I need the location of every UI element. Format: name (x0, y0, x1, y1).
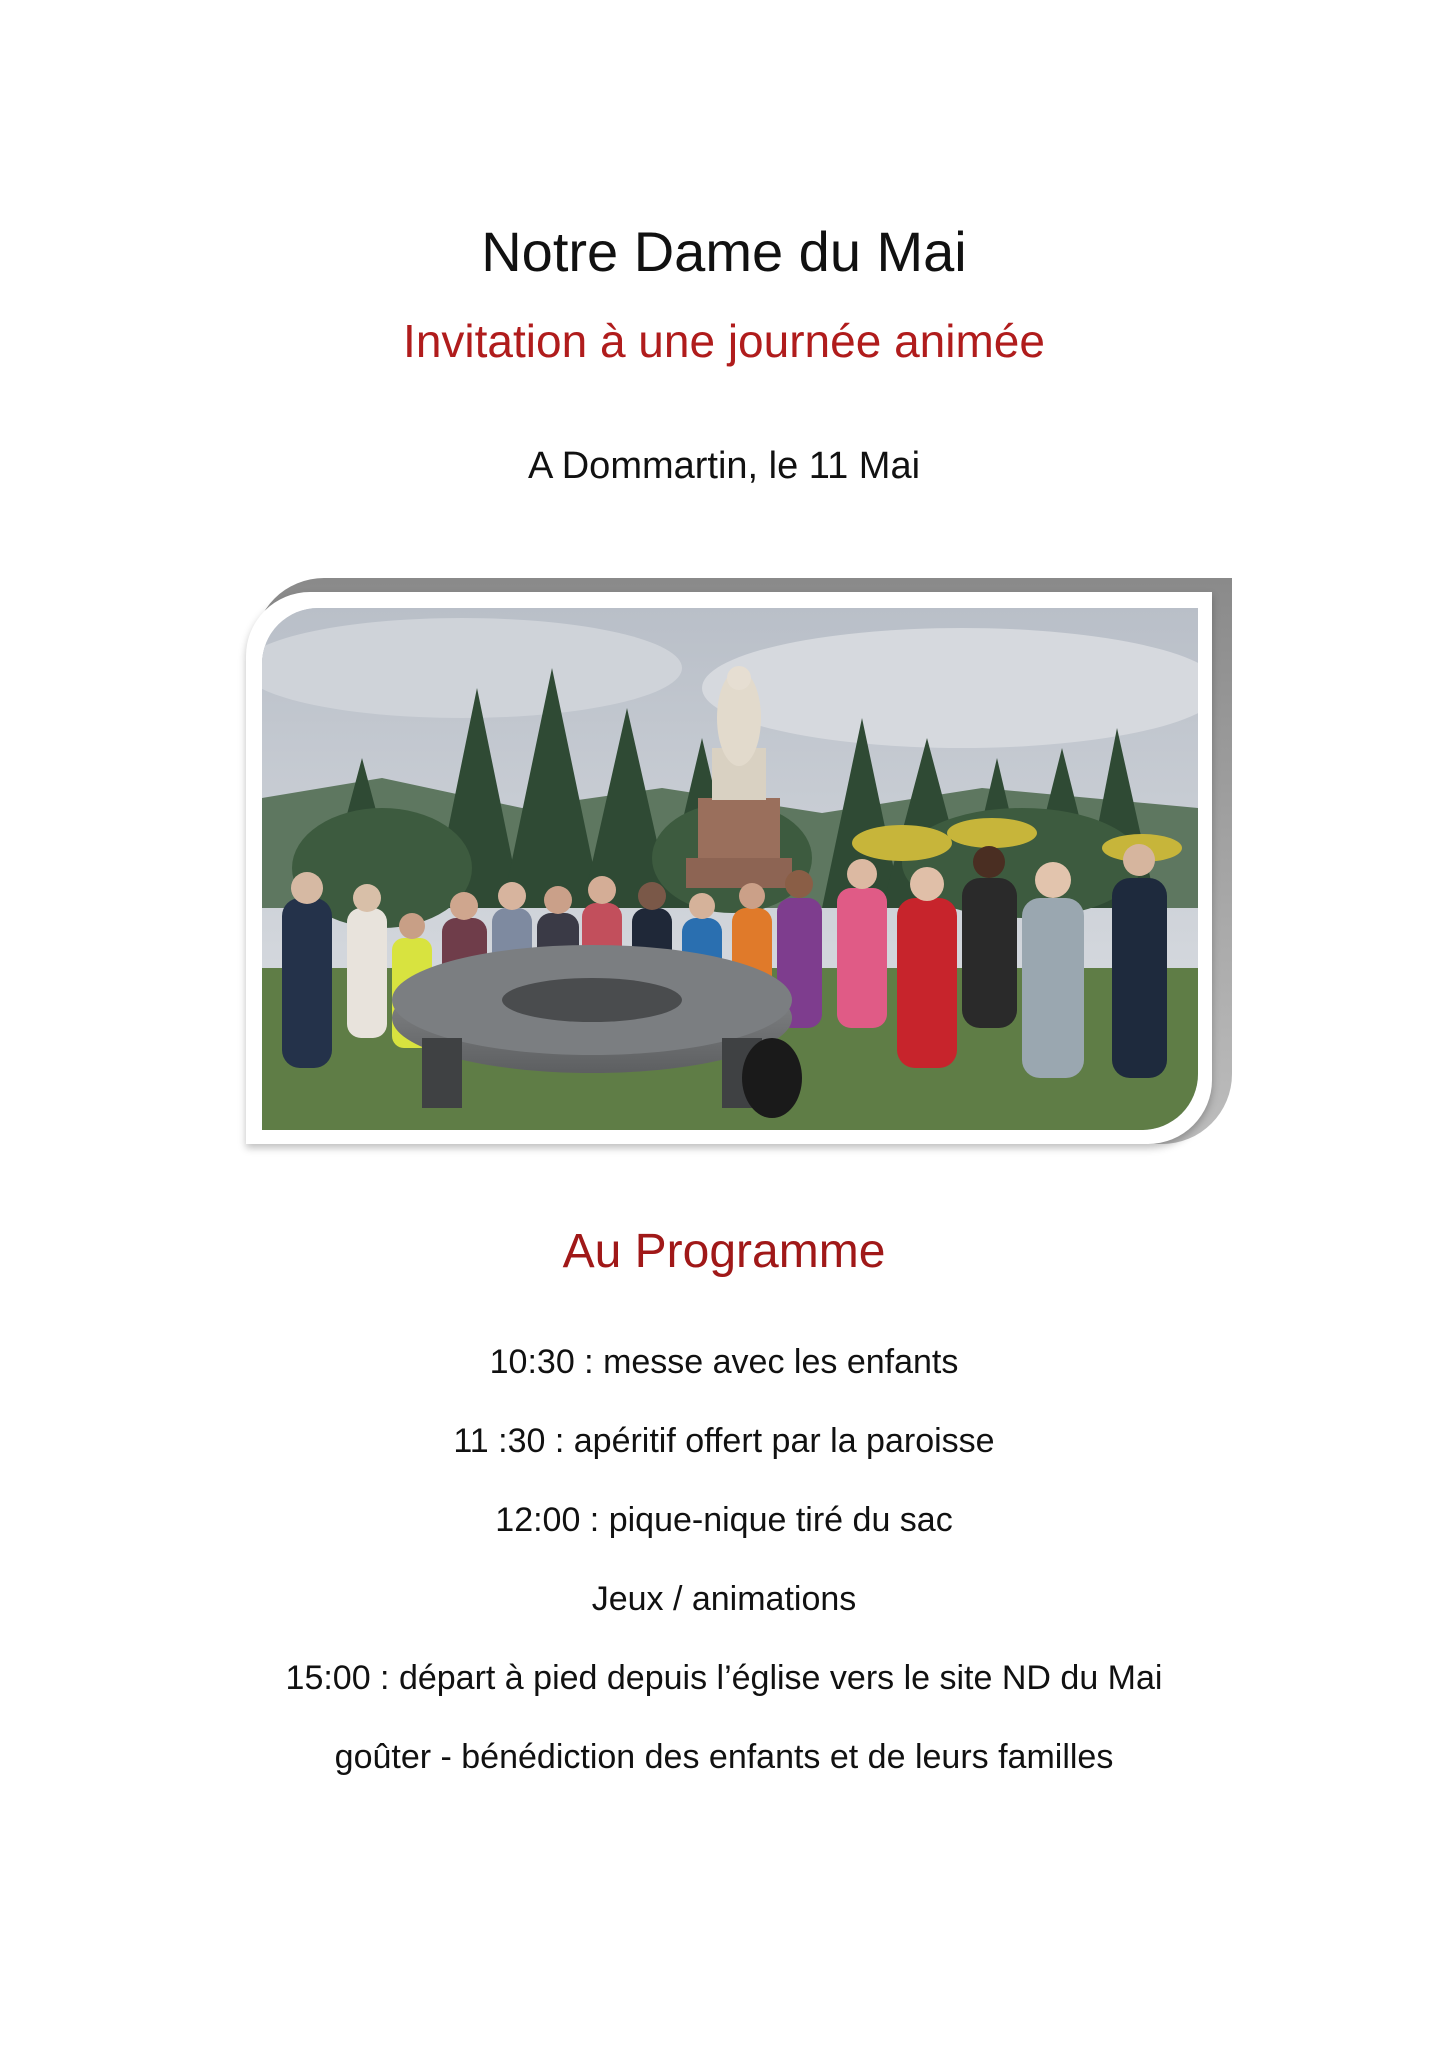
program-item: 10:30 : messe avec les enfants (489, 1343, 959, 1381)
program-item: 11 :30 : apéritif offert par la paroisse (453, 1422, 995, 1460)
program-item: goûter - bénédiction des enfants et de leurs familles (334, 1738, 1114, 1776)
page-title: Notre Dame du Mai (481, 220, 967, 283)
program-heading: Au Programme (562, 1225, 886, 1278)
program-list (0, 1338, 1448, 1812)
program-item: 15:00 : départ à pied depuis l’église vers le site ND du Mai (285, 1659, 1163, 1697)
photo-frame (246, 578, 1224, 1144)
page-subtitle: Invitation à une journée animée (403, 315, 1045, 367)
program-item: Jeux / animations (591, 1580, 857, 1618)
event-photo (262, 608, 1198, 1130)
event-place-date: A Dommartin, le 11 Mai (527, 445, 921, 487)
program-item: 12:00 : pique-nique tiré du sac (495, 1501, 953, 1539)
